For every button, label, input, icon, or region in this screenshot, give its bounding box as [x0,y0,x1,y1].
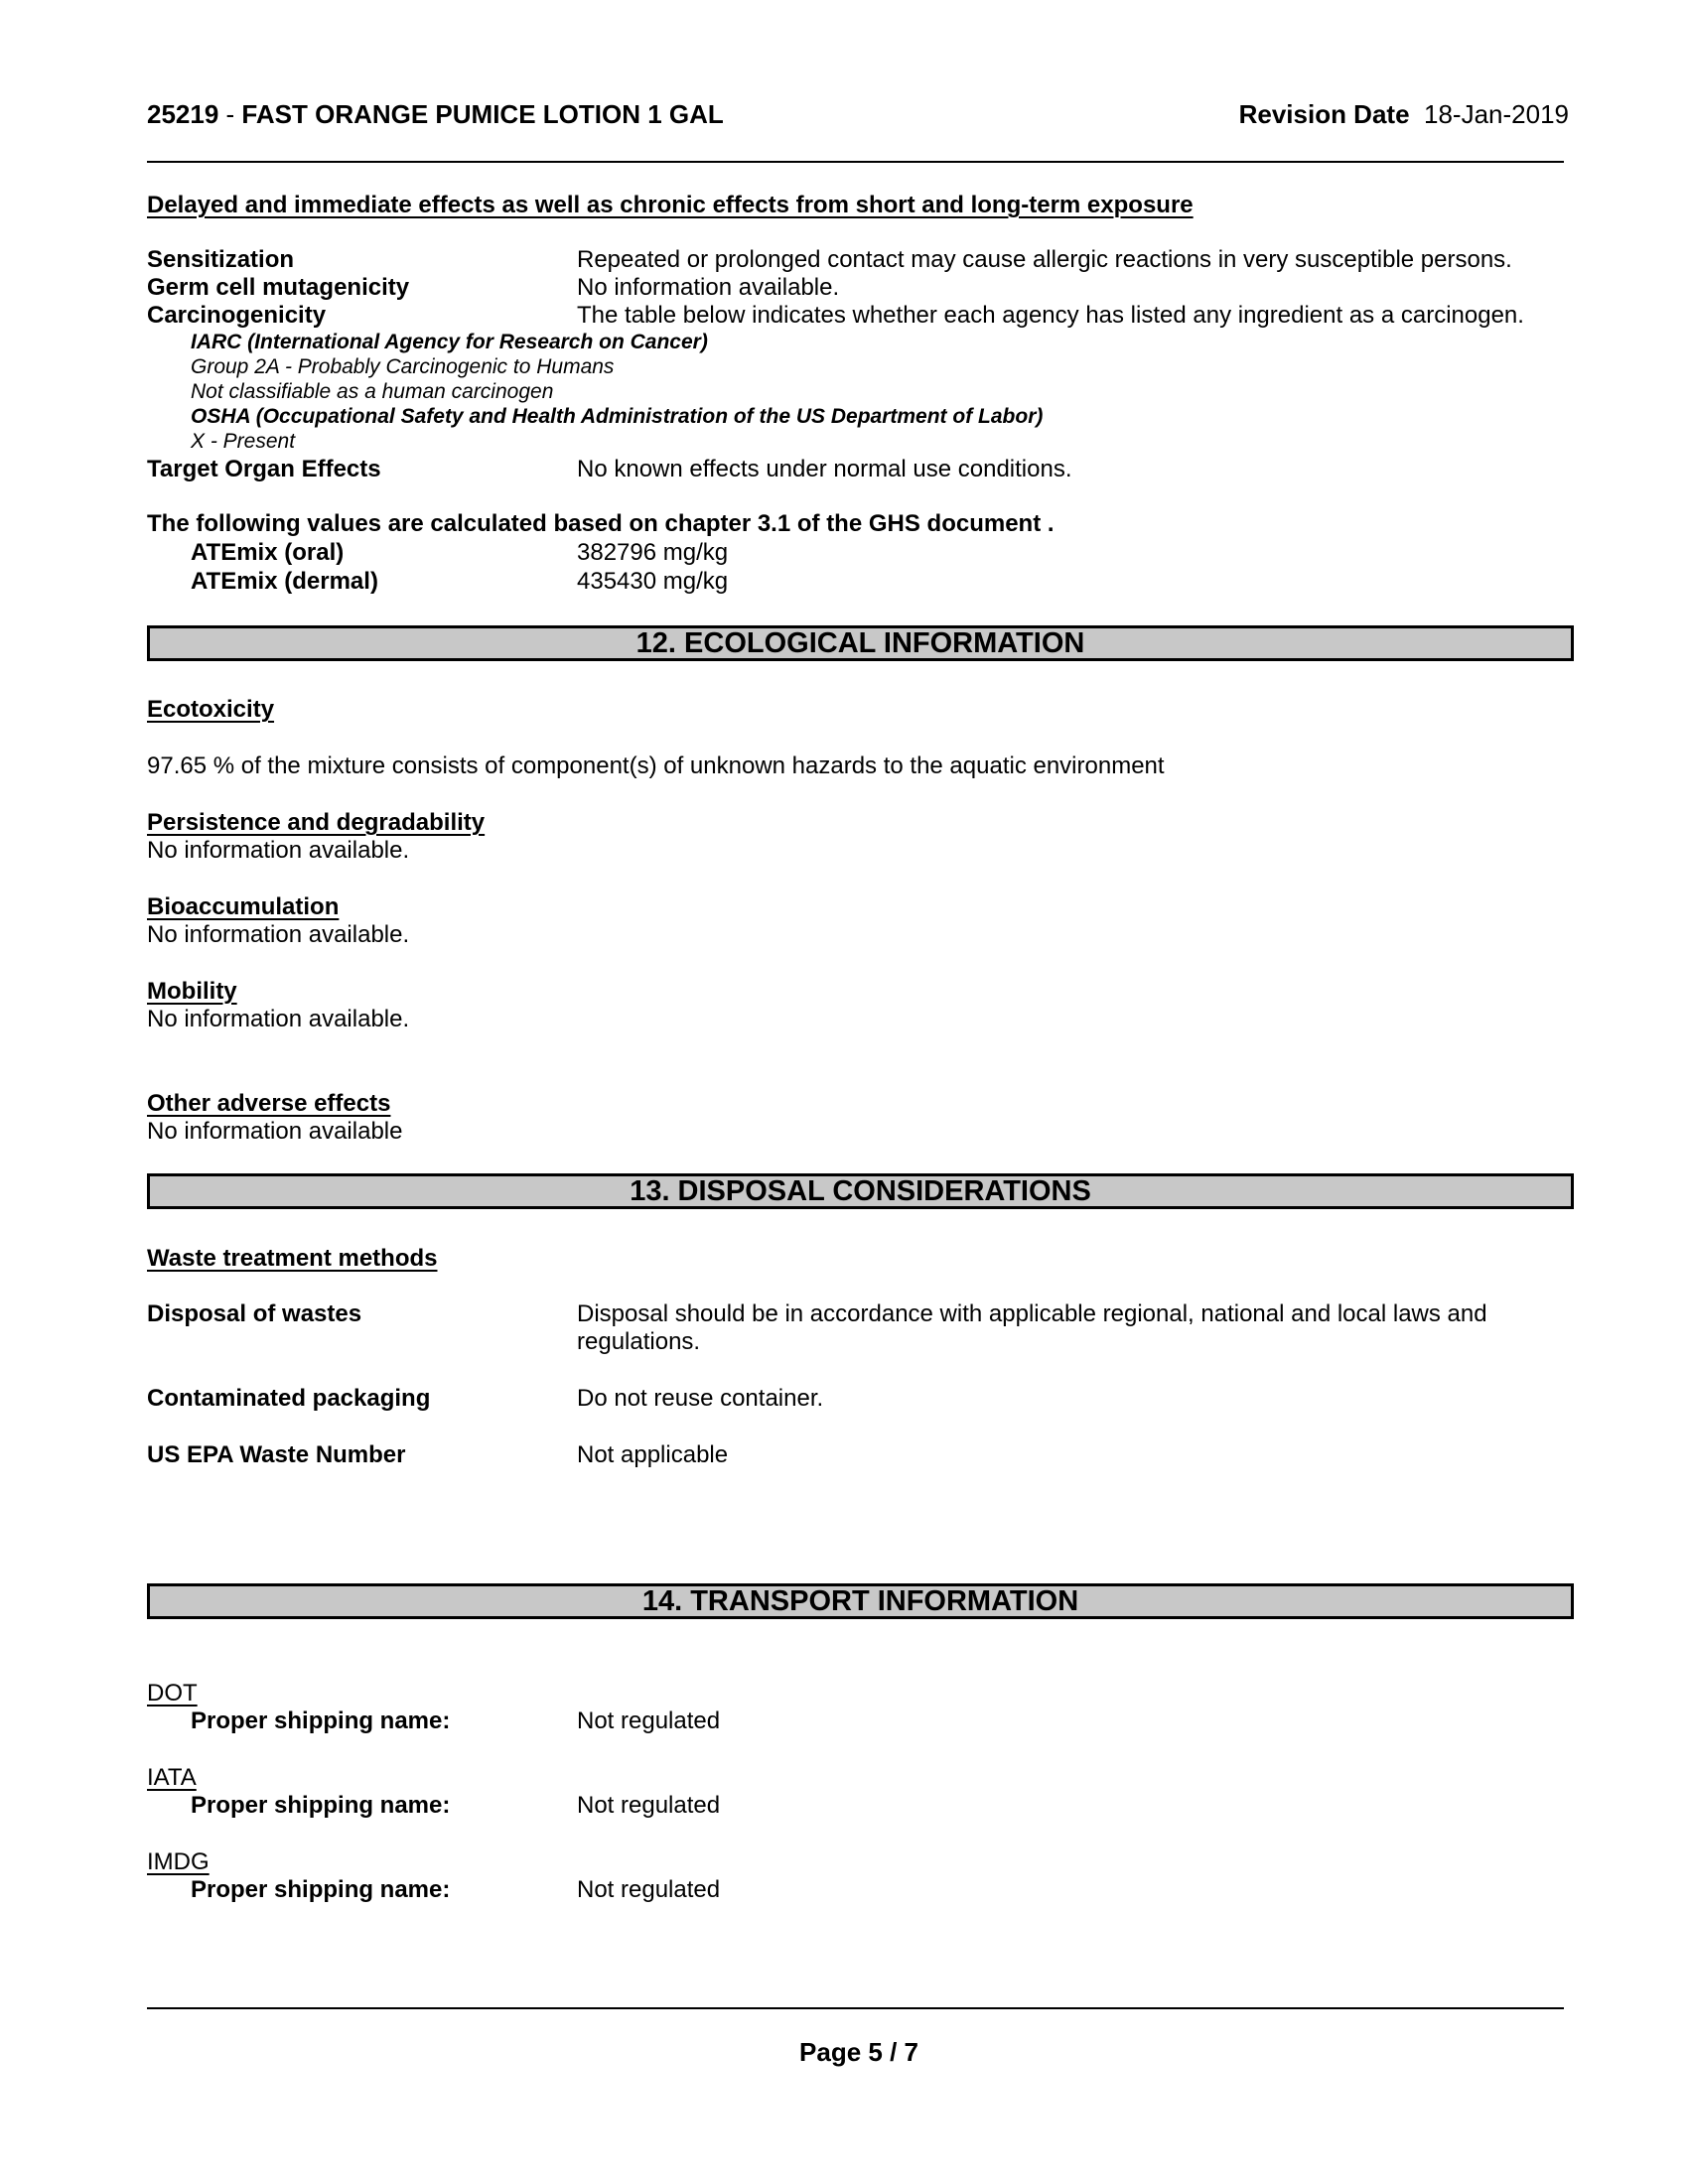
osha-heading: OSHA (Occupational Safety and Health Administration of the US Department of Labor) [191,405,1044,428]
section-14-header: 14. TRANSPORT INFORMATION [147,1583,1574,1619]
atemix-oral-value: 382796 mg/kg [577,539,729,566]
dot-heading: DOT [147,1680,198,1706]
dot-shipping-label: Proper shipping name: [191,1707,451,1734]
effects-heading: Delayed and immediate effects as well as chronic effects from short and long-term exposure [147,192,1194,218]
other-effects-heading: Other adverse effects [147,1090,391,1117]
other-effects-text: No information available [147,1118,403,1145]
target-organ-value: No known effects under normal use conditions. [577,456,1072,482]
product-code: 25219 [147,99,219,129]
iarc-not-classifiable: Not classifiable as a human carcinogen [191,380,554,403]
atemix-dermal-label: ATEmix (dermal) [191,568,378,595]
packaging-label: Contaminated packaging [147,1385,431,1412]
target-organ-label: Target Organ Effects [147,456,381,482]
mobility-text: No information available. [147,1006,410,1032]
bioaccumulation-text: No information available. [147,921,410,948]
sensitization-value: Repeated or prolonged contact may cause allergic reactions in very susceptible persons. [577,246,1512,273]
iata-heading: IATA [147,1764,197,1791]
page-number: Page 5 / 7 [799,2037,918,2067]
disposal-label: Disposal of wastes [147,1300,362,1327]
revision-label: Revision Date [1238,99,1410,129]
germ-cell-label: Germ cell mutagenicity [147,274,410,301]
revision-date: 18-Jan-2019 [1424,99,1569,129]
section-12-header: 12. ECOLOGICAL INFORMATION [147,625,1574,661]
atemix-oral-label: ATEmix (oral) [191,539,345,566]
atemix-dermal-value: 435430 mg/kg [577,568,729,595]
disposal-value-line2: regulations. [577,1328,701,1355]
carcinogenicity-value: The table below indicates whether each agency has listed any ingredient as a carcinogen. [577,302,1524,329]
osha-present: X - Present [191,430,296,453]
iarc-heading: IARC (International Agency for Research on Cancer) [191,331,708,353]
imdg-shipping-label: Proper shipping name: [191,1876,451,1903]
waste-treatment-heading: Waste treatment methods [147,1245,438,1272]
ghs-note: The following values are calculated based on chapter 3.1 of the GHS document . [147,510,1055,537]
document-header: 25219 - FAST ORANGE PUMICE LOTION 1 GAL [147,99,724,129]
iarc-group: Group 2A - Probably Carcinogenic to Humans [191,355,615,378]
ecotoxicity-heading: Ecotoxicity [147,696,275,723]
product-name: FAST ORANGE PUMICE LOTION 1 GAL [241,99,724,129]
iata-shipping-value: Not regulated [577,1792,721,1819]
carcinogenicity-label: Carcinogenicity [147,302,327,329]
sensitization-label: Sensitization [147,246,295,273]
imdg-heading: IMDG [147,1848,210,1875]
disposal-value-line1: Disposal should be in accordance with applicable regional, national and local laws and [577,1300,1487,1327]
persistence-text: No information available. [147,837,410,864]
section-13-header: 13. DISPOSAL CONSIDERATIONS [147,1173,1574,1209]
mobility-heading: Mobility [147,978,237,1005]
footer-rule [147,2007,1564,2009]
epa-waste-value: Not applicable [577,1441,729,1468]
header-rule [147,161,1564,163]
imdg-shipping-value: Not regulated [577,1876,721,1903]
revision-info [1239,99,1569,130]
bioaccumulation-heading: Bioaccumulation [147,893,340,920]
persistence-heading: Persistence and degradability [147,809,486,836]
germ-cell-value: No information available. [577,274,840,301]
iata-shipping-label: Proper shipping name: [191,1792,451,1819]
dot-shipping-value: Not regulated [577,1707,721,1734]
ecotoxicity-text: 97.65 % of the mixture consists of component(s) of unknown hazards to the aquatic environment [147,752,1165,779]
packaging-value: Do not reuse container. [577,1385,824,1412]
epa-waste-label: US EPA Waste Number [147,1441,406,1468]
